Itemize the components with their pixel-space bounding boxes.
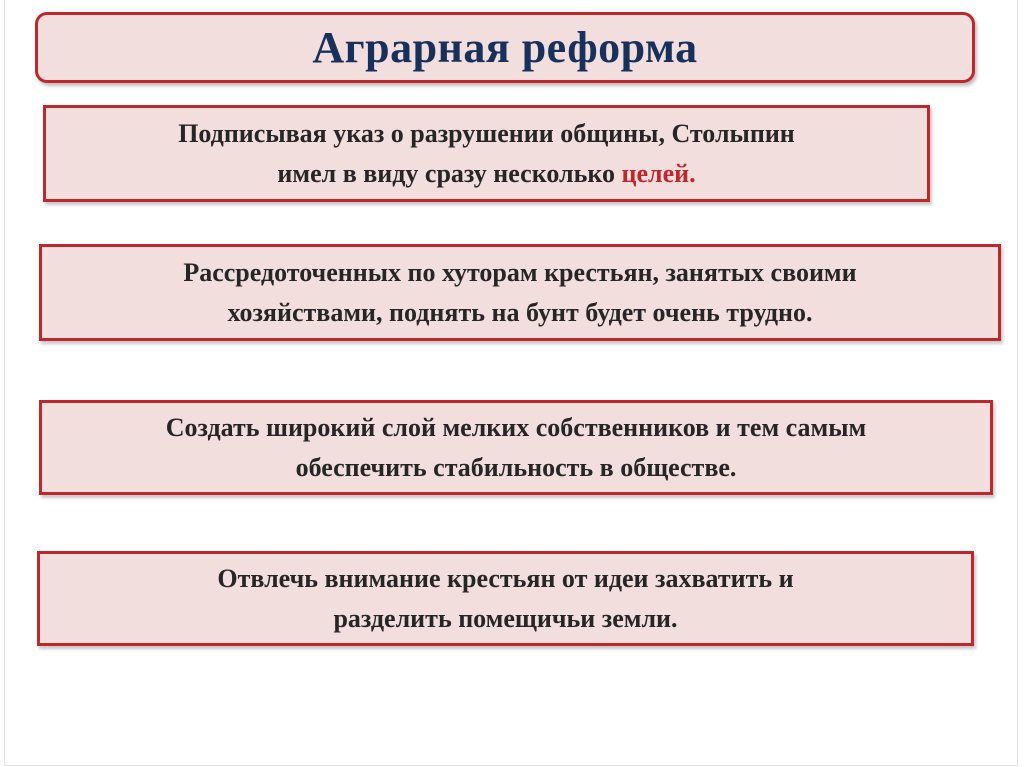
goal-box-1 (39, 244, 1001, 341)
goal-text-3 (217, 559, 793, 639)
goal-text-2 (166, 408, 866, 488)
goal-2-line-2: обеспечить стабильность в обществе. (295, 452, 737, 482)
goal-1-line-2: хозяйствами, поднять на бунт будет очень трудно. (227, 297, 813, 327)
slide-title: Аграрная реформа (312, 23, 698, 72)
goal-text-1 (183, 253, 856, 333)
intro-line-1: Подписывая указ о разрушении общины, Столыпин (178, 118, 795, 148)
goal-3-line-1: Отвлечь внимание крестьян от идеи захватить и (217, 563, 794, 593)
goal-3-line-2: разделить помещичьи земли. (333, 603, 678, 633)
goal-box-2 (39, 400, 993, 495)
intro-box (43, 105, 930, 202)
title-banner (35, 12, 975, 83)
intro-text (178, 114, 795, 194)
goal-2-line-1: Создать широкий слой мелких собственников и тем самым (165, 412, 867, 442)
goal-box-3 (37, 551, 974, 646)
intro-line-2: имел в виду сразу несколько (277, 158, 622, 188)
intro-highlight: целей. (621, 158, 696, 188)
goal-1-line-1: Рассредоточенных по хуторам крестьян, занятых своими (183, 257, 857, 287)
